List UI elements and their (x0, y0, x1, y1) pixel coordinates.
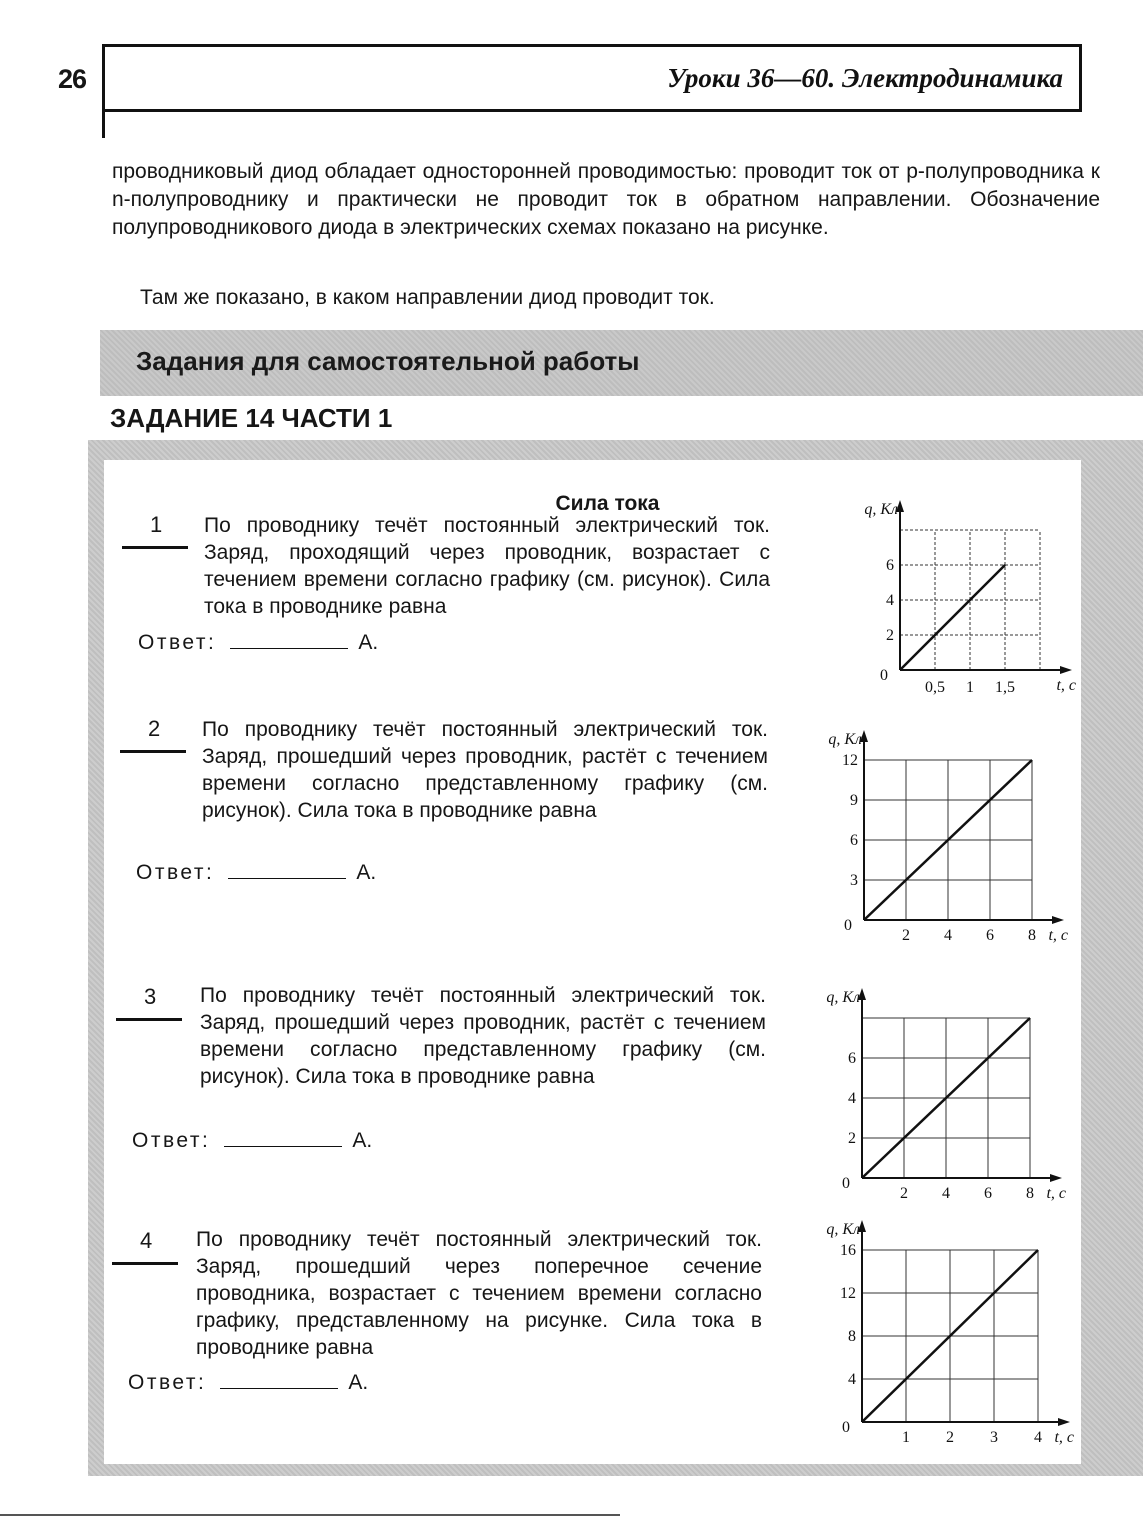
task-number: 3 (144, 984, 157, 1009)
y-tick-label: 3 (850, 872, 858, 889)
x-tick-label: 2 (900, 1185, 908, 1202)
running-header-title: Уроки 36—60. Электродинамика (667, 63, 1063, 93)
answer-label: Ответ: (128, 1371, 207, 1394)
series-line (900, 565, 1005, 670)
page-number: 26 (58, 64, 87, 94)
chart-4 (804, 1221, 1080, 1460)
x-tick-label: 4 (942, 1185, 950, 1202)
x-tick-label: 2 (946, 1429, 954, 1446)
y-axis-label: q, Кл (826, 1221, 860, 1238)
answer-input[interactable] (220, 1370, 338, 1389)
answer-input[interactable] (230, 630, 348, 649)
chart-1 (840, 501, 1080, 705)
x-axis-label: t, с (1054, 1429, 1074, 1446)
intro-paragraph: проводниковый диод обладает односторонней проводимостью: проводит ток от p-полупроводника к n-полупроводнику и практически не проводит ток в обратном направлении. Обозначение полупроводникового диода в электрических схемах показано на рисунке. (112, 160, 1100, 239)
task-text: По проводнику течёт постоянный электрический ток. Заряд, прошедший через проводник, растёт с течением времени согласно представленному графику (см. рисунок). Сила тока в проводнике равна (202, 718, 768, 822)
y-tick-label: 2 (886, 627, 894, 644)
answer-row (132, 1128, 372, 1153)
intro-paragraph-2: Там же показано, в каком направлении диод проводит ток. (140, 286, 715, 309)
answer-label: Ответ: (132, 1129, 211, 1152)
chart-2 (810, 730, 1080, 960)
part-title: ЗАДАНИЕ 14 ЧАСТИ 1 (110, 403, 393, 433)
answer-label: Ответ: (136, 861, 215, 884)
answer-unit: А. (352, 1129, 373, 1152)
x-tick-label: 2 (902, 927, 910, 944)
task-marker (116, 1018, 182, 1021)
origin-label: 0 (844, 917, 852, 934)
task-number: 4 (140, 1228, 153, 1253)
x-tick-label: 1,5 (995, 679, 1015, 696)
x-tick-label: 6 (986, 927, 994, 944)
y-tick-label: 4 (886, 592, 894, 609)
x-tick-label: 1 (902, 1429, 910, 1446)
origin-label: 0 (842, 1175, 850, 1192)
y-tick-label: 6 (850, 832, 858, 849)
answer-input[interactable] (224, 1128, 342, 1147)
x-tick-label: 6 (984, 1185, 992, 1202)
section-band (100, 330, 1143, 396)
y-tick-label: 12 (842, 752, 858, 769)
task-text: По проводнику течёт постоянный электрический ток. Заряд, проходящий через проводник, возрастает с течением времени согласно графику (см. рисунок). Сила тока в проводнике равна (204, 514, 770, 618)
answer-unit: А. (356, 861, 377, 884)
x-axis-arrow (1058, 1418, 1070, 1426)
task-text: По проводнику течёт постоянный электрический ток. Заряд, прошедший через поперечное сечение проводника, возрастает с течением времени согласно графику, представленному на рисунке. Сила тока в проводнике равна (196, 1228, 762, 1359)
y-tick-label: 4 (848, 1090, 856, 1107)
header-divider (102, 110, 105, 138)
origin-label: 0 (842, 1419, 850, 1436)
x-axis-arrow (1060, 666, 1072, 674)
answer-unit: А. (348, 1371, 369, 1394)
task-marker (112, 1262, 178, 1265)
y-tick-label: 9 (850, 792, 858, 809)
chart-3 (808, 984, 1080, 1216)
answer-input[interactable] (228, 860, 346, 879)
y-axis-label: q, Кл (864, 501, 898, 518)
x-axis-label: t, с (1046, 1185, 1066, 1202)
x-tick-label: 0,5 (925, 679, 945, 696)
x-tick-label: 1 (966, 679, 974, 696)
x-tick-label: 4 (944, 927, 952, 944)
answer-unit: А. (358, 631, 379, 654)
x-tick-label: 8 (1026, 1185, 1034, 1202)
y-tick-label: 6 (886, 557, 894, 574)
task-number: 2 (148, 716, 161, 741)
tasks-panel (104, 460, 1081, 1464)
y-axis-label: q, Кл (828, 731, 862, 748)
task-text: По проводнику течёт постоянный электрический ток. Заряд, прошедший через проводник, растёт с течением времени согласно представленному графику (см. рисунок). Сила тока в проводнике равна (200, 984, 766, 1088)
page-bottom-rule (0, 1514, 620, 1516)
tasks-frame (88, 440, 1143, 1476)
topic-title: Сила тока (555, 492, 660, 515)
x-tick-label: 8 (1028, 927, 1036, 944)
x-axis-label: t, с (1048, 927, 1068, 944)
task-marker (122, 546, 188, 549)
x-axis-label: t, с (1056, 677, 1076, 694)
answer-row (128, 1370, 368, 1395)
y-tick-label: 16 (840, 1242, 856, 1259)
task-marker (120, 750, 186, 753)
y-axis-label: q, Кл (826, 989, 860, 1006)
x-tick-label: 4 (1034, 1429, 1042, 1446)
answer-label: Ответ: (138, 631, 217, 654)
y-tick-label: 2 (848, 1130, 856, 1147)
answer-row (138, 630, 378, 655)
y-tick-label: 12 (840, 1285, 856, 1302)
x-tick-label: 3 (990, 1429, 998, 1446)
section-band-title: Задания для самостоятельной работы (136, 346, 640, 376)
y-tick-label: 4 (848, 1371, 856, 1388)
answer-row (136, 860, 376, 885)
task-number: 1 (150, 512, 163, 537)
x-axis-arrow (1052, 916, 1064, 924)
y-tick-label: 8 (848, 1328, 856, 1345)
origin-label: 0 (880, 667, 888, 684)
running-header (102, 44, 1082, 112)
x-axis-arrow (1050, 1174, 1062, 1182)
y-tick-label: 6 (848, 1050, 856, 1067)
